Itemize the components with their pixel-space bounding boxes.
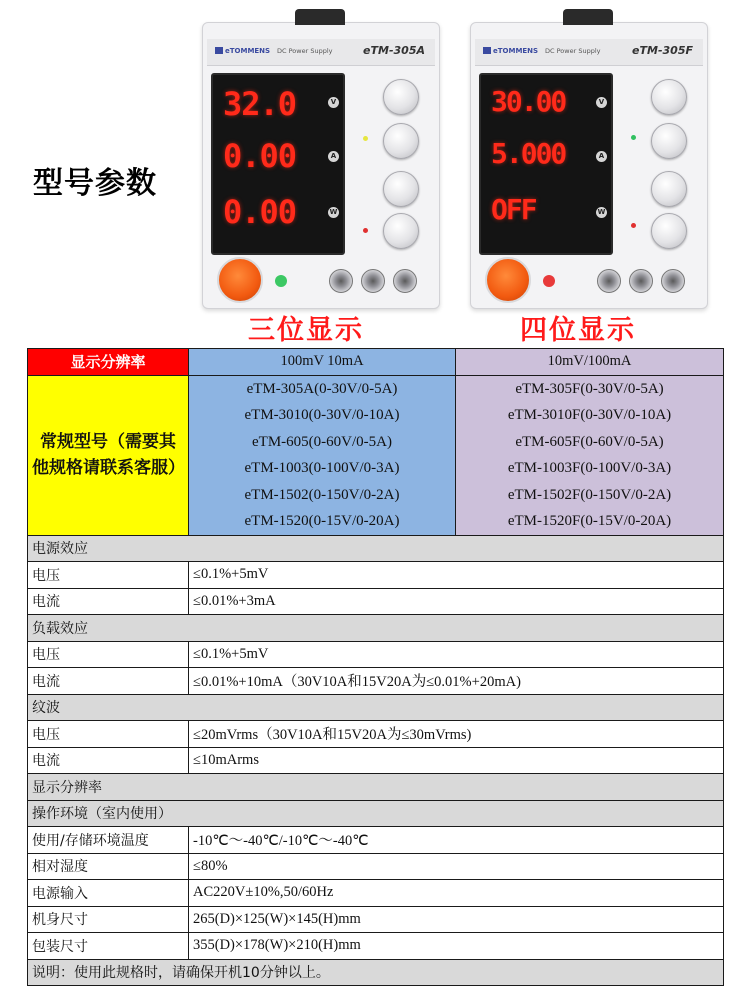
table-row — [28, 906, 724, 933]
front-panel-header — [207, 39, 435, 66]
row-value: ≤0.1%+5mV — [189, 641, 724, 668]
list-item: eTM-1502(0-150V/0-2A) — [244, 486, 400, 503]
model-label: eTM-305A — [363, 44, 425, 57]
note: 说明：使用此规格时，请确保开机10分钟以上。 — [28, 959, 724, 986]
terminal-post-icon — [629, 269, 653, 293]
models-list-b — [456, 375, 724, 535]
knob — [383, 171, 419, 207]
brand-logo-icon — [215, 47, 223, 54]
terminal-post-icon — [661, 269, 685, 293]
current-reading: 5.000 — [491, 137, 566, 170]
row-label: 电压 — [28, 562, 189, 589]
list-item: eTM-1520F(0-15V/0-20A) — [507, 513, 672, 529]
indicator-led — [363, 136, 368, 141]
power-supply-image-b — [470, 22, 708, 309]
knob — [651, 123, 687, 159]
col-a-header: 100mV 10mA — [189, 349, 456, 376]
power-reading: 0.00 — [223, 193, 297, 231]
current-reading: 0.00 — [223, 137, 297, 175]
table-row — [28, 535, 724, 562]
handle — [295, 9, 345, 25]
table-row — [28, 562, 724, 589]
row-value: ≤0.1%+5mV — [189, 562, 724, 589]
amp-indicator-icon: A — [596, 151, 607, 162]
row-label: 相对湿度 — [28, 853, 189, 880]
row-value: ≤10mArms — [189, 747, 724, 774]
list-item: eTM-605F(0-60V/0-5A) — [515, 433, 664, 450]
power-led — [543, 275, 555, 287]
indicator-led — [631, 223, 636, 228]
table-row — [28, 800, 724, 827]
table-row — [28, 615, 724, 642]
section-ripple: 纹波 — [28, 694, 724, 721]
section-environment: 操作环境（室内使用） — [28, 800, 724, 827]
terminal-post-icon — [393, 269, 417, 293]
table-row — [28, 827, 724, 854]
row-value: ≤0.01%+10mA（30V10A和15V20A为≤0.01%+20mA) — [189, 668, 724, 695]
section-load-effect: 负载效应 — [28, 615, 724, 642]
spec-table — [27, 348, 724, 986]
section-display-resolution: 显示分辨率 — [28, 774, 724, 801]
table-row — [28, 694, 724, 721]
row-value: AC220V±10%,50/60Hz — [189, 880, 724, 907]
list-item: eTM-1003(0-100V/0-3A) — [244, 460, 400, 476]
watt-indicator-icon: W — [329, 208, 338, 216]
brand-label: eTOMMENS — [483, 47, 538, 55]
row-label: 电流 — [28, 668, 189, 695]
handle — [563, 9, 613, 25]
table-row — [28, 774, 724, 801]
table-row — [28, 721, 724, 748]
amp-indicator-icon: A — [328, 151, 339, 162]
knob — [383, 213, 419, 249]
power-button-icon — [217, 257, 263, 303]
row-label: 包装尺寸 — [28, 933, 189, 960]
knob — [651, 79, 687, 115]
list-item: eTM-605(0-60V/0-5A) — [252, 433, 392, 450]
knob — [651, 213, 687, 249]
row-label: 使用/存储环境温度 — [28, 827, 189, 854]
list-item: eTM-305A(0-30V/0-5A) — [246, 380, 398, 397]
watt-indicator-icon: W — [597, 208, 606, 216]
models-list-a — [189, 375, 456, 535]
table-row — [28, 375, 724, 535]
page-title: 型号参数 — [33, 166, 157, 201]
led-display — [211, 73, 345, 255]
row-label: 电流 — [28, 747, 189, 774]
table-row — [28, 933, 724, 960]
list-item: eTM-1520(0-15V/0-20A) — [244, 513, 400, 529]
table-row — [28, 668, 724, 695]
volt-indicator-icon: V — [596, 97, 607, 108]
indicator-led — [363, 228, 368, 233]
knob — [383, 79, 419, 115]
power-button-icon — [485, 257, 531, 303]
power-supply-image-a — [202, 22, 440, 309]
voltage-reading: 30.00 — [491, 85, 566, 118]
volt-indicator-icon: V — [328, 97, 339, 108]
list-item: eTM-3010F(0-30V/0-10A) — [507, 407, 672, 423]
section-source-effect: 电源效应 — [28, 535, 724, 562]
table-row — [28, 349, 724, 376]
caption-three-digit: 三位显示 — [248, 315, 364, 346]
power-reading: OFF — [491, 193, 536, 226]
row-label: 电压 — [28, 721, 189, 748]
product-subtitle: DC Power Supply — [277, 47, 333, 55]
front-panel-header — [475, 39, 703, 66]
list-item: eTM-1003F(0-100V/0-3A) — [507, 460, 672, 476]
knob — [651, 171, 687, 207]
row-value: ≤20mVrms（30V10A和15V20A为≤30mVrms) — [189, 721, 724, 748]
list-item: eTM-3010(0-30V/0-10A) — [244, 407, 400, 423]
knob — [383, 123, 419, 159]
table-row — [28, 853, 724, 880]
terminal-post-icon — [329, 269, 353, 293]
col-b-header: 10mV/100mA — [456, 349, 724, 376]
row-value: -10℃～-40℃/-10℃～-40℃ — [189, 827, 724, 854]
row-label: 电压 — [28, 641, 189, 668]
table-row — [28, 880, 724, 907]
terminal-post-icon — [361, 269, 385, 293]
caption-four-digit: 四位显示 — [520, 315, 636, 346]
resolution-header: 显示分辨率 — [28, 349, 189, 376]
row-label: 机身尺寸 — [28, 906, 189, 933]
list-item: eTM-305F(0-30V/0-5A) — [515, 380, 664, 397]
row-value: 355(D)×178(W)×210(H)mm — [189, 933, 724, 960]
indicator-led — [631, 135, 636, 140]
power-led — [275, 275, 287, 287]
list-item: eTM-1502F(0-150V/0-2A) — [507, 486, 672, 503]
table-row — [28, 959, 724, 986]
voltage-reading: 32.0 — [223, 85, 297, 123]
row-value: 265(D)×125(W)×145(H)mm — [189, 906, 724, 933]
terminal-post-icon — [597, 269, 621, 293]
row-label: 电源输入 — [28, 880, 189, 907]
row-label: 电流 — [28, 588, 189, 615]
table-row — [28, 588, 724, 615]
led-display — [479, 73, 613, 255]
brand-logo-icon — [483, 47, 491, 54]
row-value: ≤80% — [189, 853, 724, 880]
table-row — [28, 747, 724, 774]
models-label: 常规型号（需要其他规格请联系客服） — [28, 375, 189, 535]
model-label: eTM-305F — [632, 44, 693, 57]
table-row — [28, 641, 724, 668]
row-value: ≤0.01%+3mA — [189, 588, 724, 615]
brand-label: eTOMMENS — [215, 47, 270, 55]
product-subtitle: DC Power Supply — [545, 47, 601, 55]
